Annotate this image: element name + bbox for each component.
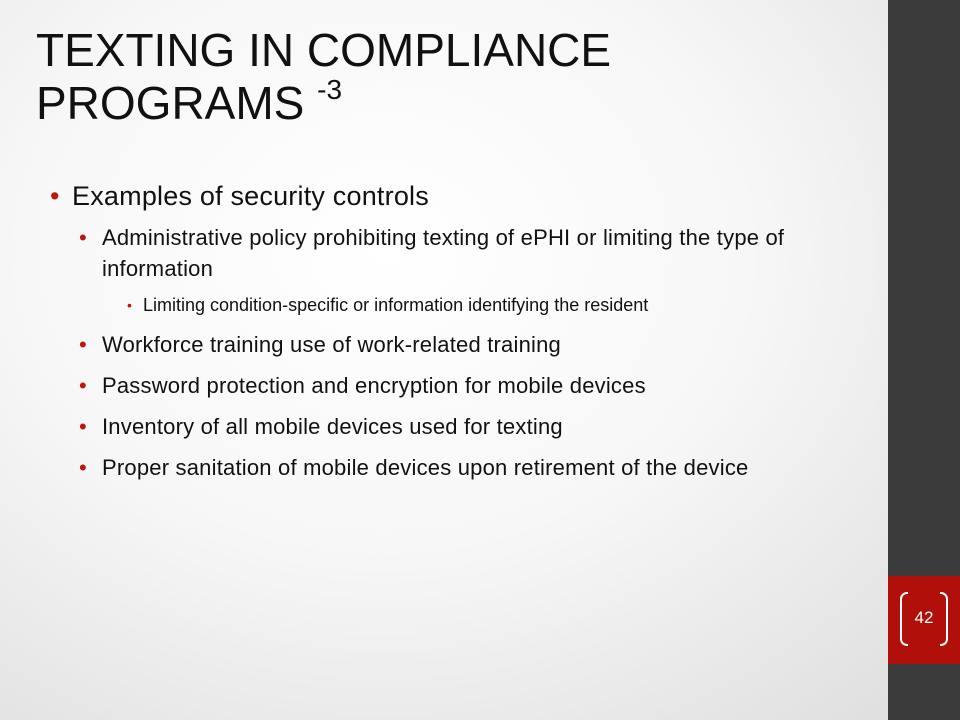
bullet-text: Administrative policy prohibiting texting of ePHI or limiting the type of information (102, 225, 785, 281)
bullet-text: Examples of security controls (72, 181, 429, 211)
bullet-item (48, 178, 860, 214)
bullet-text: Password protection and encryption for mobile devices (102, 373, 646, 398)
slide-title (36, 24, 866, 130)
bullet-text: Inventory of all mobile devices used for texting (102, 414, 563, 439)
bullet-list (48, 178, 860, 483)
bullet-dot-icon: • (50, 181, 60, 211)
bullet-dot-icon: • (79, 373, 87, 398)
bullet-text: Proper sanitation of mobile devices upon retirement of the device (102, 455, 749, 480)
bullet-item (48, 411, 860, 442)
bullet-dot-icon: • (79, 455, 87, 480)
bullet-dot-icon: • (79, 225, 87, 250)
bullet-text: Workforce training use of work-related training (102, 332, 561, 357)
right-bracket-decoration (940, 592, 948, 646)
bullet-dot-icon: • (79, 332, 87, 357)
bullet-item (48, 370, 860, 401)
bullet-item (48, 222, 860, 284)
page-number-badge (888, 576, 960, 664)
slide-title-superscript: -3 (317, 74, 343, 105)
page-number: 42 (914, 608, 934, 627)
slide-title-text: TEXTING IN COMPLIANCE PROGRAMS (36, 24, 612, 129)
bullet-text: Limiting condition-specific or information identifying the resident (143, 295, 649, 315)
bullet-item (48, 452, 860, 483)
bullet-item (48, 329, 860, 360)
bullet-item (48, 292, 860, 319)
bullet-dot-icon: • (79, 414, 87, 439)
bullet-dot-icon: • (127, 297, 132, 313)
